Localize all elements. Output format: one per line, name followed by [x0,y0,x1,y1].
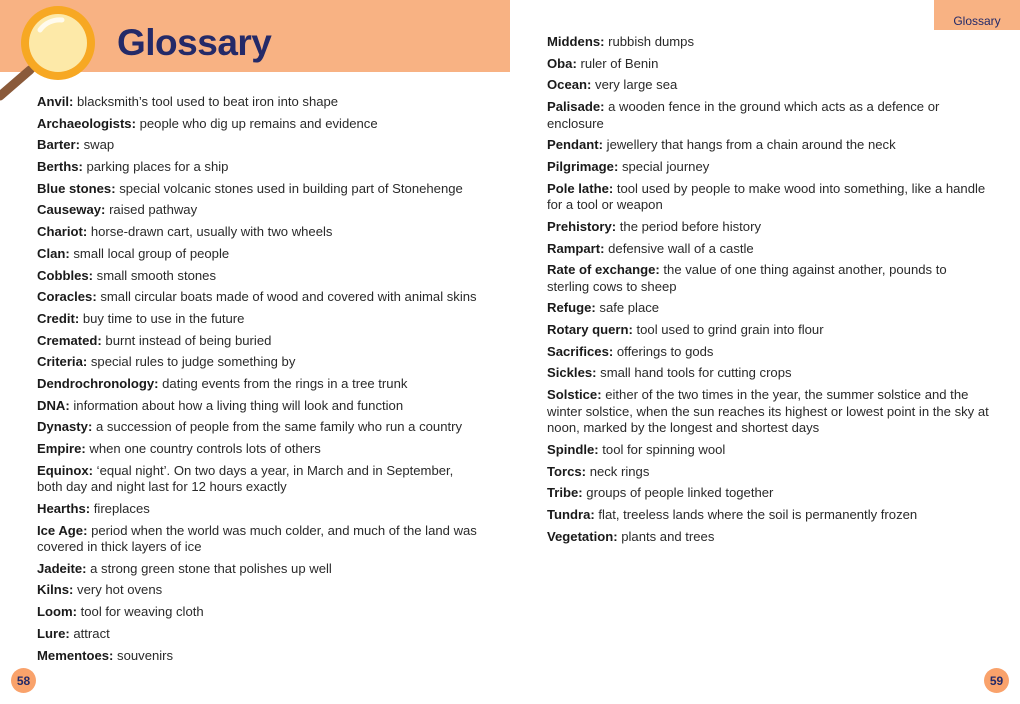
glossary-definition: very large sea [595,77,678,93]
glossary-definition: defensive wall of a castle [608,240,754,256]
glossary-definition: very hot ovens [77,582,163,598]
glossary-term: Tundra: [547,506,595,522]
glossary-definition: swap [83,137,115,153]
glossary-entry [37,137,477,154]
glossary-entry [37,333,477,350]
glossary-definition: fireplaces [93,500,150,516]
glossary-term: Clan: [37,245,70,261]
glossary-definition: parking places for a ship [86,159,229,175]
glossary-term: Pendant: [547,137,604,153]
glossary-entry [37,441,477,458]
glossary-term: Tribe: [547,485,583,501]
glossary-entry [547,529,992,546]
glossary-entry [37,289,477,306]
glossary-entry [547,34,992,51]
glossary-term: Dynasty: [37,419,93,435]
glossary-entry [37,626,477,643]
glossary-term: Empire: [37,441,86,456]
glossary-definition: small local group of people [73,245,230,261]
glossary-entry [37,224,477,241]
glossary-definition: special journey [621,158,710,174]
glossary-entry [37,181,477,198]
magnifying-glass-icon [0,0,110,105]
glossary-definition: special rules to judge something by [90,354,296,370]
glossary-definition: souvenirs [117,647,174,663]
glossary-term: Rotary quern: [547,322,633,338]
page-title: Glossary [117,22,272,63]
glossary-term: DNA: [37,397,70,413]
glossary-definition: horse-drawn cart, usually with two wheels [90,224,333,240]
glossary-term: Middens: [547,34,605,49]
glossary-definition: blacksmith’s tool used to beat iron into shape [77,94,339,109]
glossary-entry [37,648,477,665]
glossary-definition: tool used to grind grain into flour [636,322,824,338]
glossary-definition: small circular boats made of wood and covered with animal skins [100,289,477,305]
glossary-list-right [547,34,992,550]
glossary-term: Palisade: [547,99,605,115]
glossary-entry [37,398,477,415]
glossary-definition: a wooden fence in the ground which acts as a defence or enclosure [547,99,940,131]
glossary-definition: safe place [599,300,660,316]
glossary-definition: tool used by people to make wood into something, like a handle for a tool or weapon [547,180,986,213]
glossary-definition: groups of people linked together [586,485,774,501]
glossary-term: Barter: [37,137,80,153]
glossary-term: Oba: [547,55,577,71]
glossary-entry [37,268,477,285]
glossary-entry [547,241,992,258]
glossary-term: Anvil: [37,94,74,109]
glossary-definition: information about how a living thing will look and function [73,397,404,413]
page-number-badge: 59 [984,668,1009,693]
glossary-term: Blue stones: [37,180,116,196]
glossary-definition: either of the two times in the year, the summer solstice and the winter solstice, when the sun reaches its highest or lowest point in the sky at noon, marked by the longest and shortest days [547,387,989,436]
glossary-definition: neck rings [589,463,650,479]
glossary-entry [37,116,477,133]
glossary-entry [547,300,992,317]
glossary-term: Rampart: [547,240,605,256]
glossary-entry [37,311,477,328]
glossary-term: Mementoes: [37,647,114,663]
glossary-term: Ice Age: [37,522,88,538]
glossary-entry [37,202,477,219]
glossary-term: Causeway: [37,202,106,218]
glossary-definition: period when the world was much colder, and much of the land was covered in thick layers of ice [37,522,477,555]
glossary-term: Criteria: [37,354,88,370]
glossary-entry [547,387,992,437]
glossary-term: Prehistory: [547,218,617,234]
glossary-entry [547,365,992,382]
glossary-entry [547,322,992,339]
section-tab: Glossary [934,0,1020,30]
glossary-term: Chariot: [37,224,88,240]
glossary-term: Lure: [37,625,70,641]
glossary-definition: special volcanic stones used in building part of Stonehenge [119,180,463,196]
glossary-definition: plants and trees [621,528,715,544]
glossary-entry [547,507,992,524]
glossary-term: Sacrifices: [547,343,614,359]
glossary-entry [37,561,477,578]
glossary-definition: rubbish dumps [608,34,694,49]
glossary-definition: people who dig up remains and evidence [139,115,378,131]
glossary-list-left [37,94,477,669]
glossary-entry [37,159,477,176]
glossary-entry [547,99,992,132]
glossary-definition: buy time to use in the future [82,310,245,326]
glossary-definition: small hand tools for cutting crops [600,365,792,381]
glossary-definition: jewellery that hangs from a chain around the neck [606,137,896,153]
glossary-term: Jadeite: [37,560,87,576]
glossary-entry [547,219,992,236]
glossary-definition: ‘equal night’. On two days a year, in March and in September, both day and night last for 12 hours exactly [37,462,454,495]
glossary-term: Vegetation: [547,528,618,544]
glossary-entry [547,56,992,73]
glossary-entry [547,137,992,154]
glossary-entry [37,376,477,393]
glossary-entry [37,582,477,599]
glossary-term: Torcs: [547,463,587,479]
glossary-term: Coracles: [37,289,97,305]
glossary-definition: tool for spinning wool [602,441,726,457]
glossary-definition: raised pathway [109,202,198,218]
glossary-entry [37,501,477,518]
glossary-term: Dendrochronology: [37,375,159,391]
glossary-term: Refuge: [547,300,596,316]
glossary-definition: dating events from the rings in a tree trunk [162,375,408,391]
glossary-definition: small smooth stones [96,267,217,283]
glossary-definition: a succession of people from the same family who run a country [95,419,463,435]
glossary-term: Credit: [37,310,80,326]
glossary-definition: ruler of Benin [580,55,659,71]
glossary-term: Ocean: [547,77,592,93]
glossary-entry [37,354,477,371]
glossary-entry [547,159,992,176]
glossary-definition: tool for weaving cloth [80,604,204,620]
glossary-definition: offerings to gods [616,343,714,359]
glossary-term: Rate of exchange: [547,262,660,278]
glossary-term: Sickles: [547,365,597,381]
glossary-definition: flat, treeless lands where the soil is permanently frozen [598,506,918,522]
glossary-entry [37,246,477,263]
glossary-definition: the period before history [619,218,761,234]
glossary-definition: the value of one thing against another, pounds to sterling cows to sheep [547,262,947,294]
glossary-entry [547,442,992,459]
glossary-entry [37,463,477,496]
glossary-entry [37,419,477,436]
glossary-entry [37,94,477,111]
glossary-term: Spindle: [547,441,599,457]
glossary-term: Berths: [37,159,83,175]
glossary-entry [547,77,992,94]
glossary-term: Pole lathe: [547,180,614,196]
glossary-term: Archaeologists: [37,115,136,131]
glossary-entry [547,344,992,361]
glossary-term: Loom: [37,604,77,620]
glossary-entry [547,464,992,481]
glossary-entry [547,262,992,295]
glossary-term: Hearths: [37,500,91,516]
glossary-definition: a strong green stone that polishes up well [90,560,332,576]
right-page [510,0,1020,704]
glossary-term: Cremated: [37,332,102,348]
glossary-term: Cobbles: [37,267,94,283]
glossary-entry [37,523,477,556]
glossary-term: Pilgrimage: [547,158,619,174]
glossary-entry [547,485,992,502]
glossary-entry [37,604,477,621]
glossary-definition: when one country controls lots of others [89,441,321,456]
glossary-entry [547,181,992,214]
glossary-definition: burnt instead of being buried [105,332,272,348]
glossary-definition: attract [73,625,110,641]
glossary-term: Solstice: [547,387,602,403]
glossary-term: Kilns: [37,582,74,598]
glossary-term: Equinox: [37,462,94,478]
page-number-badge: 58 [11,668,36,693]
